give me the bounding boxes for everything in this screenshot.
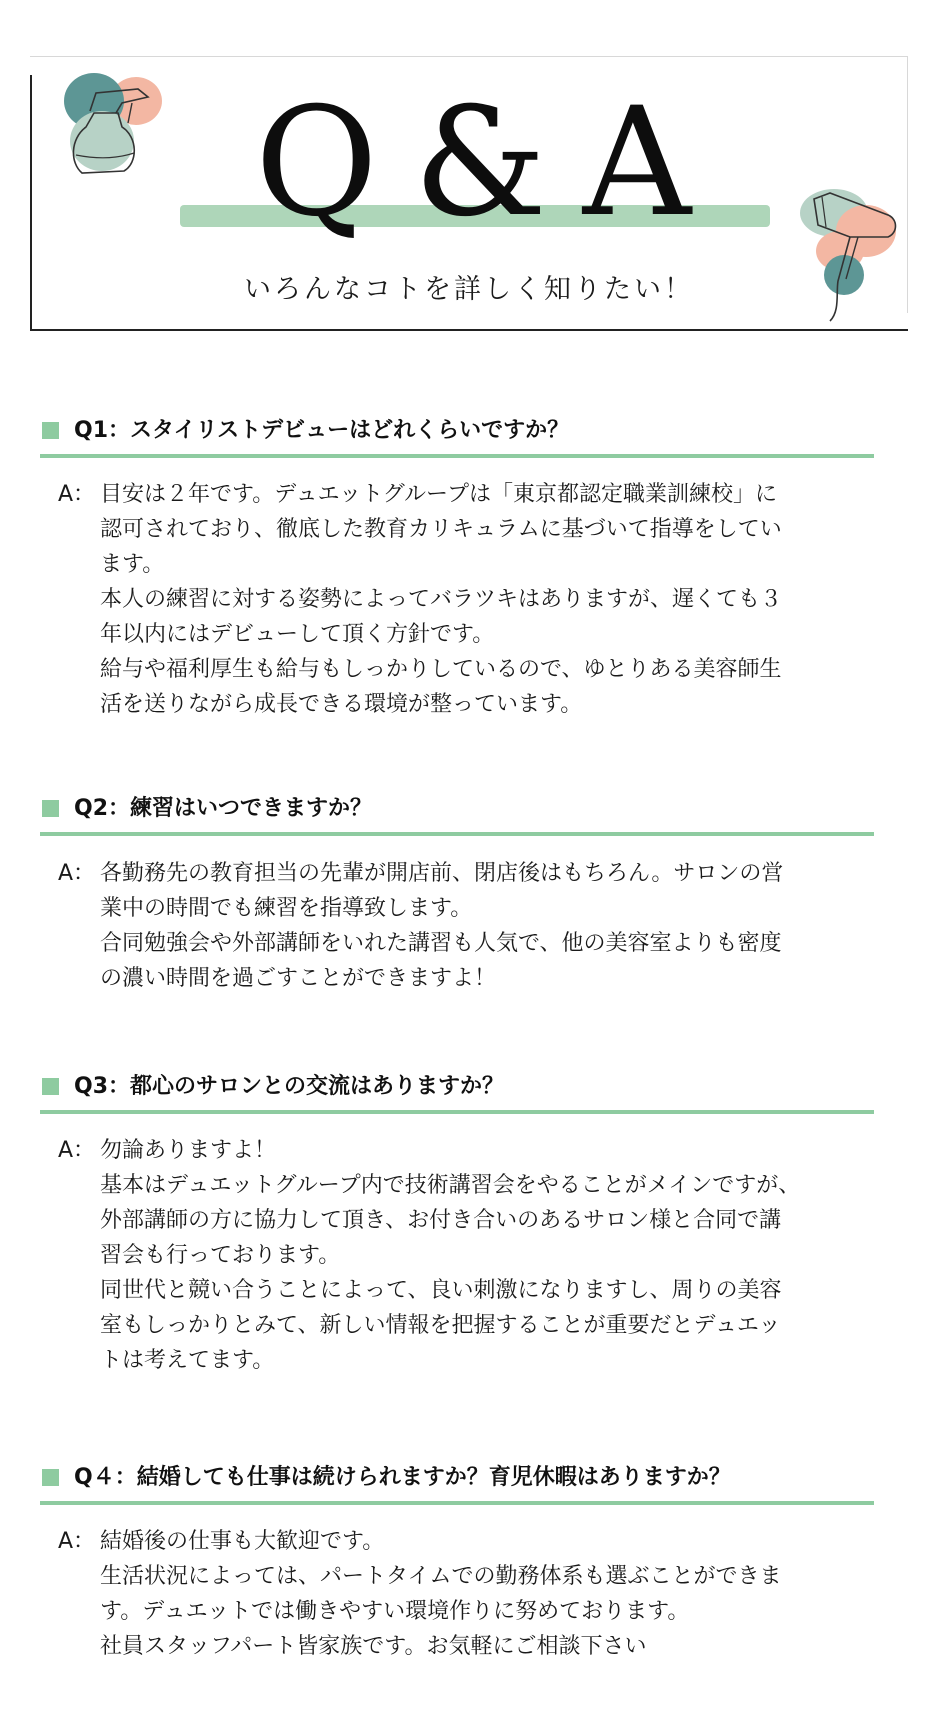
answer-prefix: A： (58, 861, 96, 886)
answer-line: 外部講師の方に協力して頂き、お付き合いのあるサロン様と合同で講 (100, 1208, 782, 1233)
answer-line: 業中の時間でも練習を指導致します。 (100, 896, 473, 921)
answer-3 (58, 1133, 878, 1378)
question-1-heading (40, 416, 874, 458)
bullet-square-icon (42, 800, 59, 817)
page-subtitle: いろんなコトを詳しく知りたい！ (244, 274, 694, 305)
answer-2 (58, 856, 878, 996)
banner-border-bottom (30, 329, 908, 331)
bullet-square-icon (42, 1078, 59, 1095)
bullet-square-icon (42, 422, 59, 439)
answer-4 (58, 1524, 878, 1664)
question-4-text: Q４：結婚しても仕事は続けられますか？育児休暇はありますか？ (74, 1465, 731, 1490)
answer-line: す。デュエットでは働きやすい環境作りに努めております。 (100, 1599, 690, 1624)
qa-banner (30, 56, 908, 331)
answer-line: 各勤務先の教育担当の先輩が開店前、閉店後はもちろん。サロンの営 (100, 861, 784, 886)
answer-prefix: A： (58, 1529, 96, 1554)
page-title: Q & A (254, 76, 686, 250)
question-1-text: Q1：スタイリストデビューはどれくらいですか？ (74, 418, 570, 443)
answer-line: 勿論ありますよ！ (100, 1138, 277, 1163)
answer-line: 同世代と競い合うことによって、良い刺激になりますし、周りの美容 (100, 1278, 782, 1303)
answer-line: 結婚後の仕事も大歓迎です。 (100, 1529, 385, 1554)
hair-dryer-icon (800, 185, 906, 325)
answer-line: 年以内にはデビューして頂く方針です。 (100, 622, 495, 647)
answer-1 (58, 477, 878, 722)
answer-line: トは考えてます。 (100, 1348, 275, 1373)
question-3-text: Q3：都心のサロンとの交流はありますか？ (74, 1074, 505, 1099)
answer-line: 給与や福利厚生も給与もしっかりしているので、ゆとりある美容師生 (100, 657, 782, 682)
answer-line: ます。 (100, 552, 165, 577)
answer-line: の濃い時間を過ごすことができますよ！ (100, 966, 497, 991)
question-3-heading (40, 1072, 874, 1114)
answer-line: 社員スタッフパート皆家族です。お気軽にご相談下さい (100, 1634, 647, 1659)
answer-line: 基本はデュエットグループ内で技術講習会をやることがメインですが、 (100, 1173, 801, 1198)
bullet-square-icon (42, 1469, 59, 1486)
answer-prefix: A： (58, 1138, 96, 1163)
answer-prefix: A： (58, 482, 96, 507)
answer-line: 認可されており、徹底した教育カリキュラムに基づいて指導をしてい (100, 517, 782, 542)
answer-line: 目安は２年です。デュエットグループは「東京都認定職業訓練校」に (100, 482, 777, 507)
answer-line: 習会も行っております。 (100, 1243, 341, 1268)
answer-line: 本人の練習に対する姿勢によってバラツキはありますが、遅くても３ (100, 587, 783, 612)
answer-line: 室もしっかりとみて、新しい情報を把握することが重要だとデュエッ (100, 1313, 781, 1338)
answer-line: 合同勉強会や外部講師をいれた講習も人気で、他の美容室よりも密度 (100, 931, 782, 956)
question-4-heading (40, 1463, 874, 1505)
spray-bottle-icon (56, 67, 168, 185)
question-2-text: Q2：練習はいつできますか？ (74, 796, 373, 821)
question-2-heading (40, 794, 874, 836)
answer-line: 活を送りながら成長できる環境が整っています。 (100, 692, 583, 717)
answer-line: 生活状況によっては、パートタイムでの勤務体系も選ぶことができま (100, 1564, 782, 1589)
